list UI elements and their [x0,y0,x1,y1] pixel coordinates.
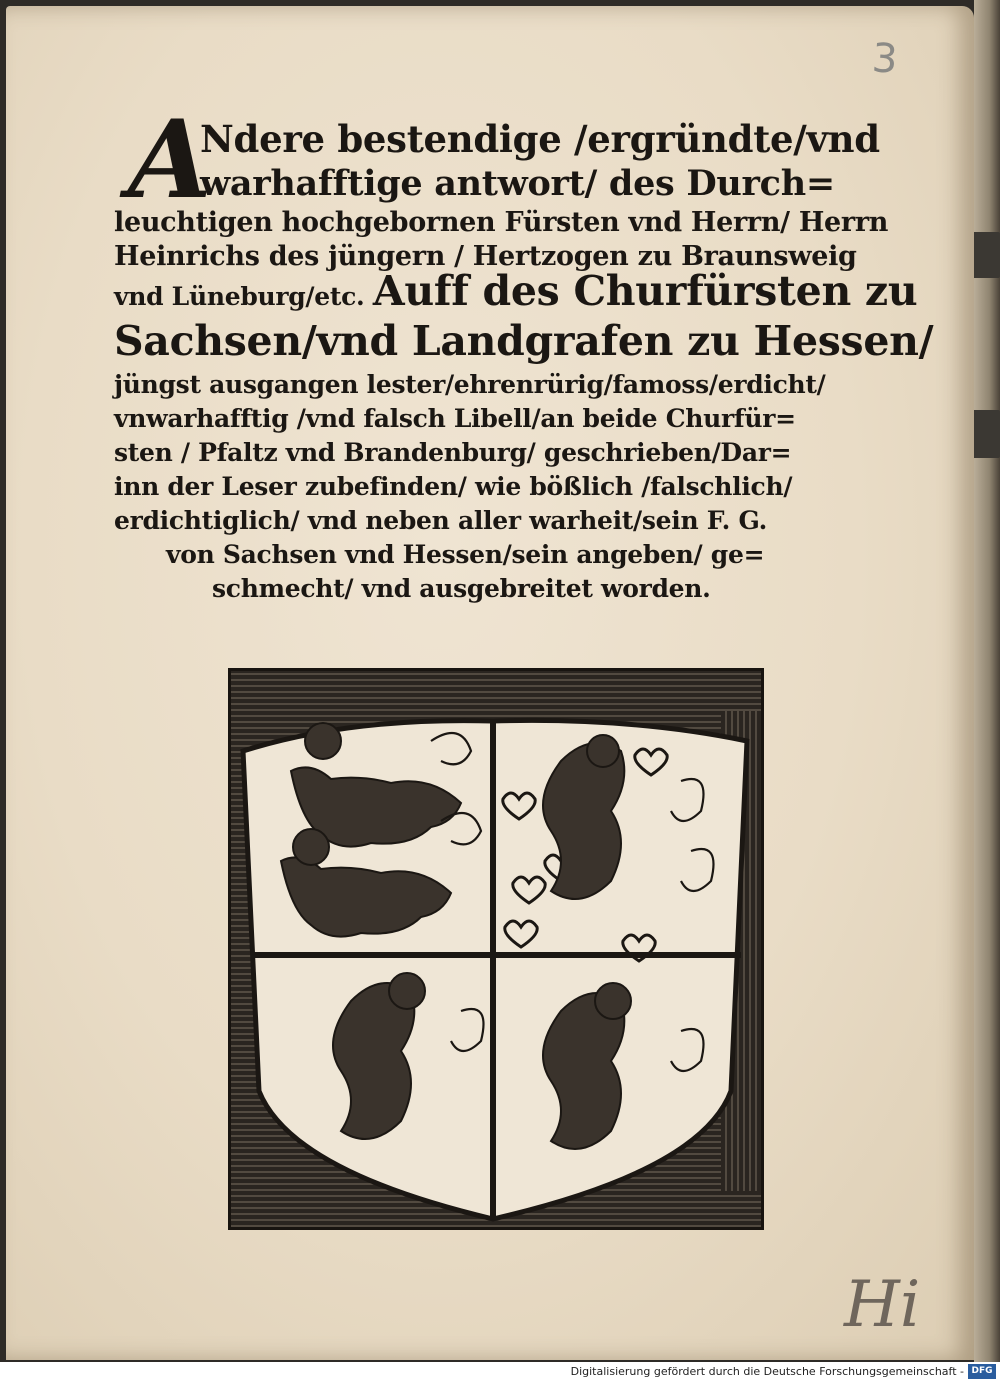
title-line: leuchtigen hochgebornen Fürsten vnd Herrn/ Herrn [114,207,889,238]
title-line: erdichtiglich/ vnd neben aller warheit/sein F. G. [114,506,768,535]
title-line: Heinrichs des jüngern / Hertzogen zu Braunsweig [114,241,857,272]
title-line: vnwarhafftig /vnd falsch Libell/an beide Churfür= [114,404,796,433]
title-line: sten / Pfaltz vnd Brandenburg/ geschrieben/Dar= [114,438,792,467]
title-line: jüngst ausgangen lester/ehrenrürig/famoss/erdicht/ [114,370,826,399]
title-line-text: vnd Lüneburg/etc. [114,282,365,311]
page-edge [974,0,1000,1362]
footer-bar [0,1362,1000,1383]
drop-cap-initial: A [128,97,212,223]
footer-credit-text: Digitalisierung gefördert durch die Deutsche Forschungsgemeinschaft - [570,1365,964,1378]
page-tab-marker [970,232,1000,278]
dfg-logo-icon: DFG [968,1364,996,1379]
title-line: von Sachsen vnd Hessen/sein angeben/ ge= [166,540,765,569]
coat-of-arms-icon [228,668,764,1230]
pencil-page-number: 3 [870,35,900,83]
title-line: inn der Leser zubefinden/ wie bößlich /falschlich/ [114,472,793,501]
title-line [114,267,918,315]
page-tab-marker [970,410,1000,458]
document-page [6,6,974,1360]
title-line: schmecht/ vnd ausgebreitet worden. [212,574,711,603]
title-line: warhafftige antwort/ des Durch= [200,163,835,204]
title-line: Ndere bestendige /ergründte/vnd [200,117,880,161]
title-line-large-text: Auff des Churfürsten zu [372,267,918,315]
title-block [114,97,934,606]
title-line: Sachsen/vnd Landgrafen zu Hessen/ [114,317,934,365]
handwritten-note: Hi [844,1268,921,1342]
coat-of-arms-illustration [231,671,761,1227]
